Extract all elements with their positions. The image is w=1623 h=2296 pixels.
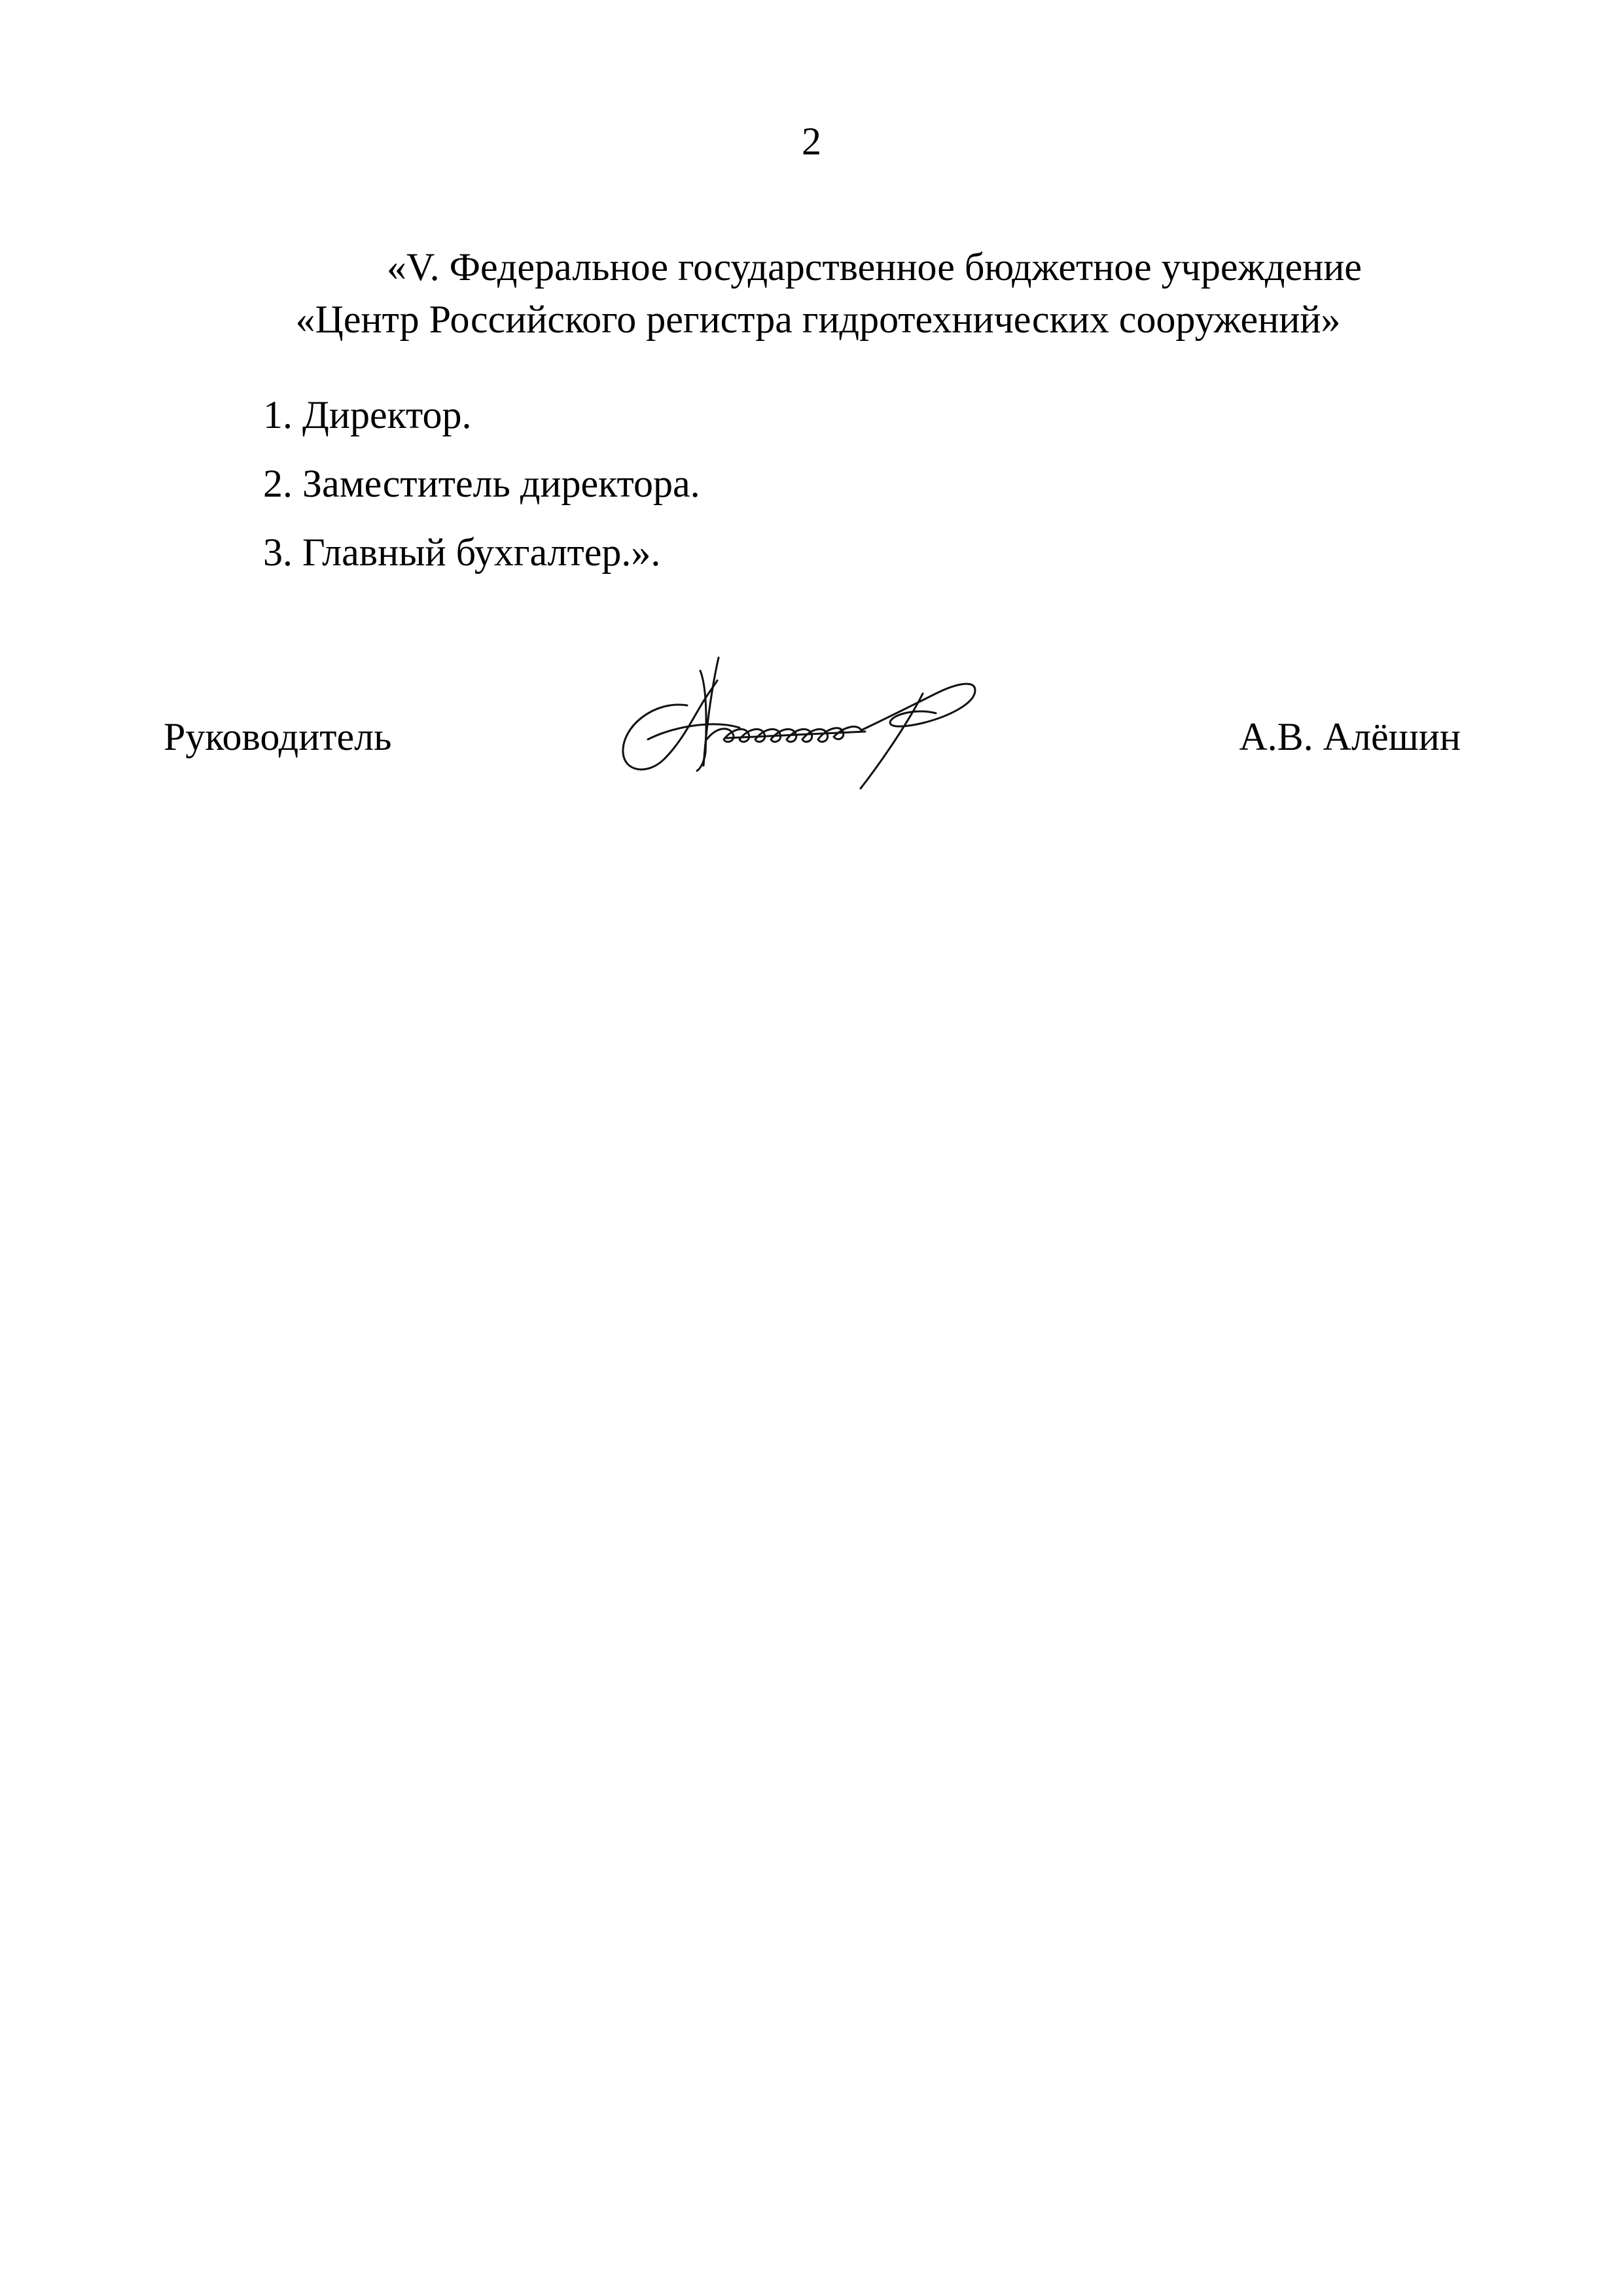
signatory-title: Руководитель — [164, 715, 392, 758]
list-item: 2. Заместитель директора. — [263, 462, 700, 505]
section-heading-line-1: «V. Федеральное государственное бюджетное учреждение — [387, 245, 1362, 289]
signatory-name: А.В. Алёшин — [1239, 715, 1461, 758]
handwritten-signature — [609, 654, 1080, 798]
list-item: 3. Главный бухгалтер.». — [263, 531, 661, 574]
positions-list — [263, 391, 700, 597]
page-number: 2 — [802, 120, 821, 163]
section-heading — [0, 241, 1623, 345]
list-item: 1. Директор. — [263, 393, 472, 436]
section-heading-line-2: «Центр Российского регистра гидротехнических сооружений» — [295, 298, 1341, 341]
